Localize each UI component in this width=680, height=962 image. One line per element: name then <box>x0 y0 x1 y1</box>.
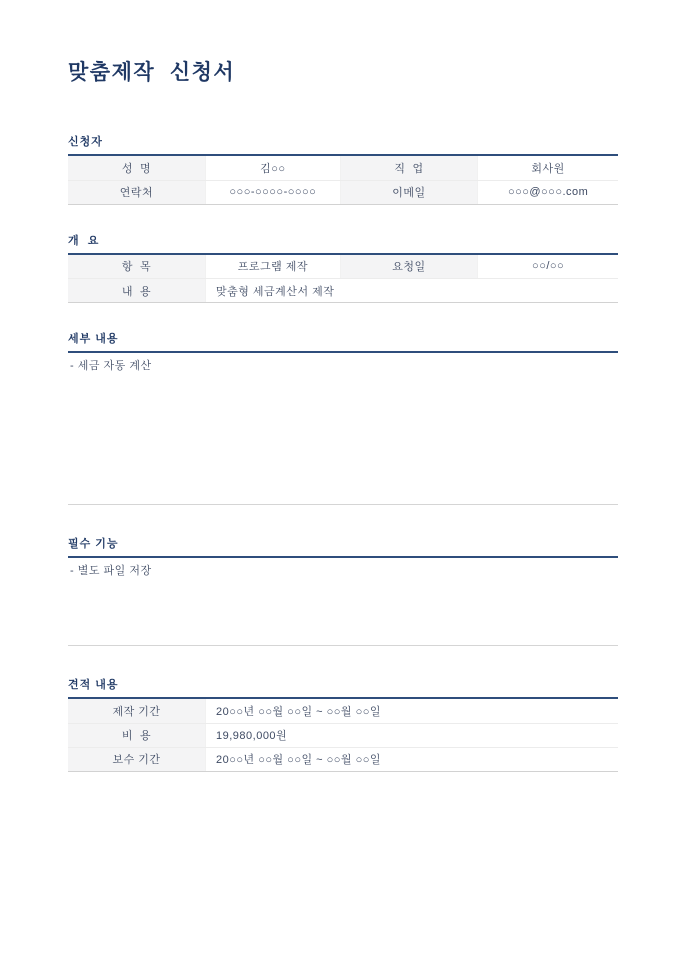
section-title-estimate: 견적 내용 <box>68 676 618 699</box>
overview-table <box>68 255 618 304</box>
applicant-contact-label: 연락처 <box>68 180 206 204</box>
features-line: - 별도 파일 저장 <box>70 565 152 577</box>
overview-request-date-label: 요청일 <box>340 255 478 279</box>
applicant-job-value: 회사원 <box>478 156 618 180</box>
table-row <box>68 156 618 180</box>
table-row <box>68 180 618 204</box>
applicant-contact-value: ○○○-○○○○-○○○○ <box>206 180 341 204</box>
section-features <box>68 535 618 646</box>
estimate-maintenance-value: 20○○년 ○○월 ○○일 ~ ○○월 ○○일 <box>206 747 619 771</box>
applicant-email-value: ○○○@○○○.com <box>478 180 618 204</box>
estimate-cost-label: 비 용 <box>68 723 206 747</box>
overview-content-value: 맞춤형 세금계산서 제작 <box>206 279 619 303</box>
details-line: - 세금 자동 계산 <box>70 360 152 372</box>
overview-item-label: 항 목 <box>68 255 206 279</box>
overview-request-date-value: ○○/○○ <box>478 255 618 279</box>
section-title-features: 필수 기능 <box>68 535 618 558</box>
table-row <box>68 279 618 303</box>
features-text-area <box>68 558 618 646</box>
details-text-area <box>68 353 618 505</box>
section-applicant <box>68 133 618 205</box>
applicant-name-label: 성 명 <box>68 156 206 180</box>
estimate-period-value: 20○○년 ○○월 ○○일 ~ ○○월 ○○일 <box>206 699 619 723</box>
estimate-table <box>68 699 618 772</box>
estimate-period-label: 제작 기간 <box>68 699 206 723</box>
section-title-overview: 개 요 <box>68 232 618 255</box>
section-title-details: 세부 내용 <box>68 330 618 353</box>
section-title-applicant: 신청자 <box>68 133 618 156</box>
estimate-cost-value: 19,980,000원 <box>206 723 619 747</box>
section-details <box>68 330 618 505</box>
applicant-name-value: 김○○ <box>206 156 341 180</box>
table-row <box>68 723 618 747</box>
table-row <box>68 747 618 771</box>
overview-item-value: 프로그램 제작 <box>206 255 341 279</box>
table-row <box>68 255 618 279</box>
estimate-maintenance-label: 보수 기간 <box>68 747 206 771</box>
overview-content-label: 내 용 <box>68 279 206 303</box>
table-row <box>68 699 618 723</box>
applicant-email-label: 이메일 <box>340 180 478 204</box>
section-overview <box>68 232 618 304</box>
section-estimate <box>68 676 618 772</box>
applicant-job-label: 직 업 <box>340 156 478 180</box>
document-title: 맞춤제작 신청서 <box>68 61 236 84</box>
applicant-table <box>68 156 618 205</box>
